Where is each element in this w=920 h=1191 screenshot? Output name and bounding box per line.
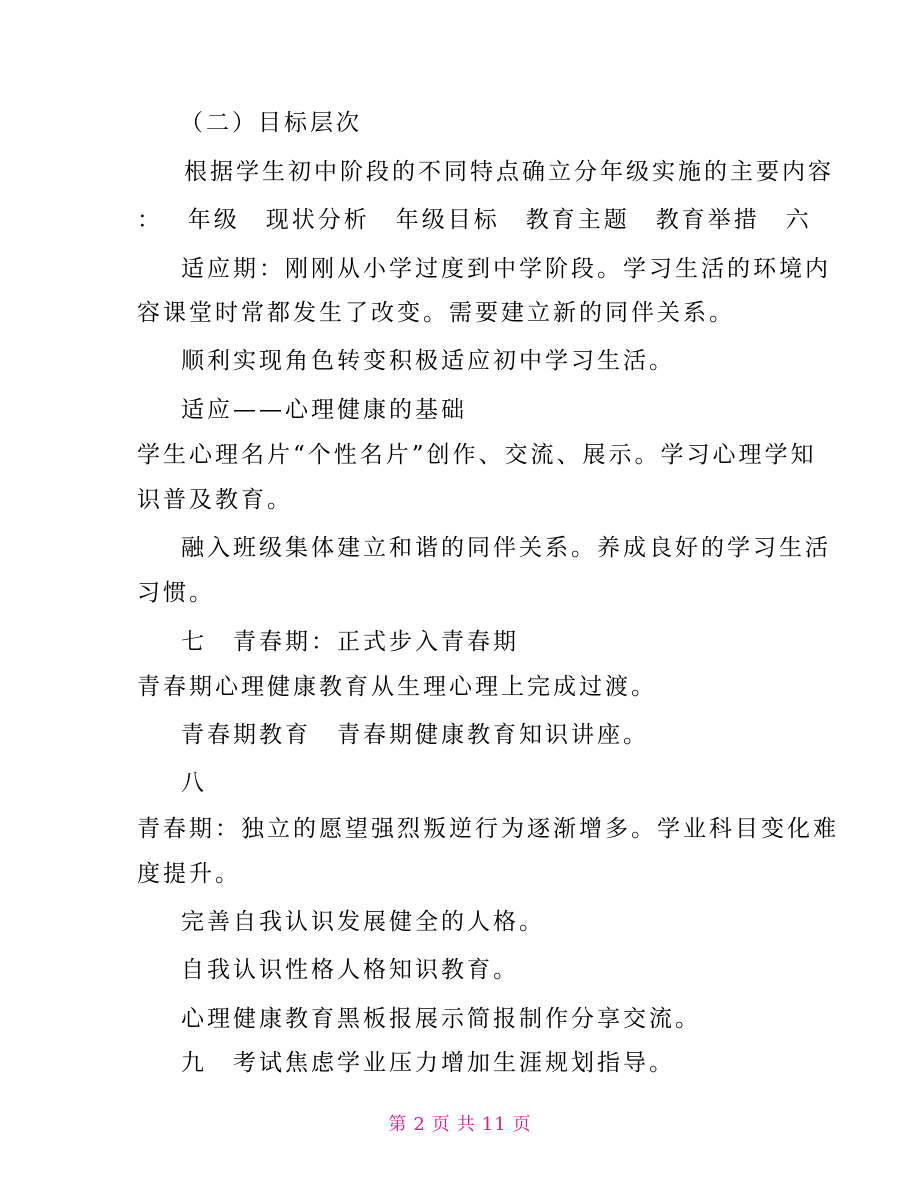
page-number-footer [0, 1112, 920, 1138]
paragraph-line: 完善自我认识发展健全的人格。 [181, 909, 545, 935]
paragraph-line: 心理健康教育黑板报展示简报制作分享交流。 [181, 1006, 701, 1032]
paragraph-line: 九 考试焦虑学业压力增加生涯规划指导。 [181, 1050, 675, 1076]
paragraph-line: 七 青春期：正式步入青春期 [181, 629, 519, 655]
paragraph-line: 青春期教育 青春期健康教育知识讲座。 [181, 722, 649, 748]
paragraph-line: 融入班级集体建立和谐的同伴关系。养成良好的学习生活 [181, 535, 831, 561]
paragraph-line: 自我认识性格人格知识教育。 [181, 957, 519, 983]
paragraph-line: 青春期心理健康教育从生理心理上完成过渡。 [137, 674, 657, 700]
footer-label-ye2: 页 [512, 1114, 532, 1135]
footer-label-gong: 共 [456, 1114, 476, 1135]
paragraph-line: 青春期：独立的愿望强烈叛逆行为逐渐增多。学业科目变化难 [137, 816, 839, 842]
footer-total-pages: 11 [481, 1114, 507, 1135]
paragraph-line: 适应——心理健康的基础 [181, 397, 467, 423]
paragraph-line: 适应期：刚刚从小学过度到中学阶段。学习生活的环境内 [181, 256, 831, 282]
footer-label-di: 第 [388, 1114, 408, 1135]
paragraph-line: 度提升。 [137, 861, 241, 887]
paragraph-line: 顺利实现角色转变积极适应初中学习生活。 [181, 348, 675, 374]
paragraph-line: 八 [181, 770, 207, 796]
paragraph-line: 学生心理名片“个性名片”创作、交流、展示。学习心理学知 [137, 442, 817, 468]
heading-goal-levels: （二）目标层次 [180, 110, 362, 136]
paragraph-line: 识普及教育。 [137, 487, 293, 513]
footer-current-page: 2 [413, 1114, 426, 1135]
paragraph-line: 习惯。 [137, 580, 215, 606]
paragraph-line: 根据学生初中阶段的不同特点确立分年级实施的主要内容 [184, 159, 834, 185]
table-header-line: ： 年级 现状分析 年级目标 教育主题 教育举措 六 [137, 207, 812, 233]
footer-label-ye: 页 [431, 1114, 451, 1135]
paragraph-line: 容课堂时常都发生了改变。需要建立新的同伴关系。 [137, 300, 735, 326]
